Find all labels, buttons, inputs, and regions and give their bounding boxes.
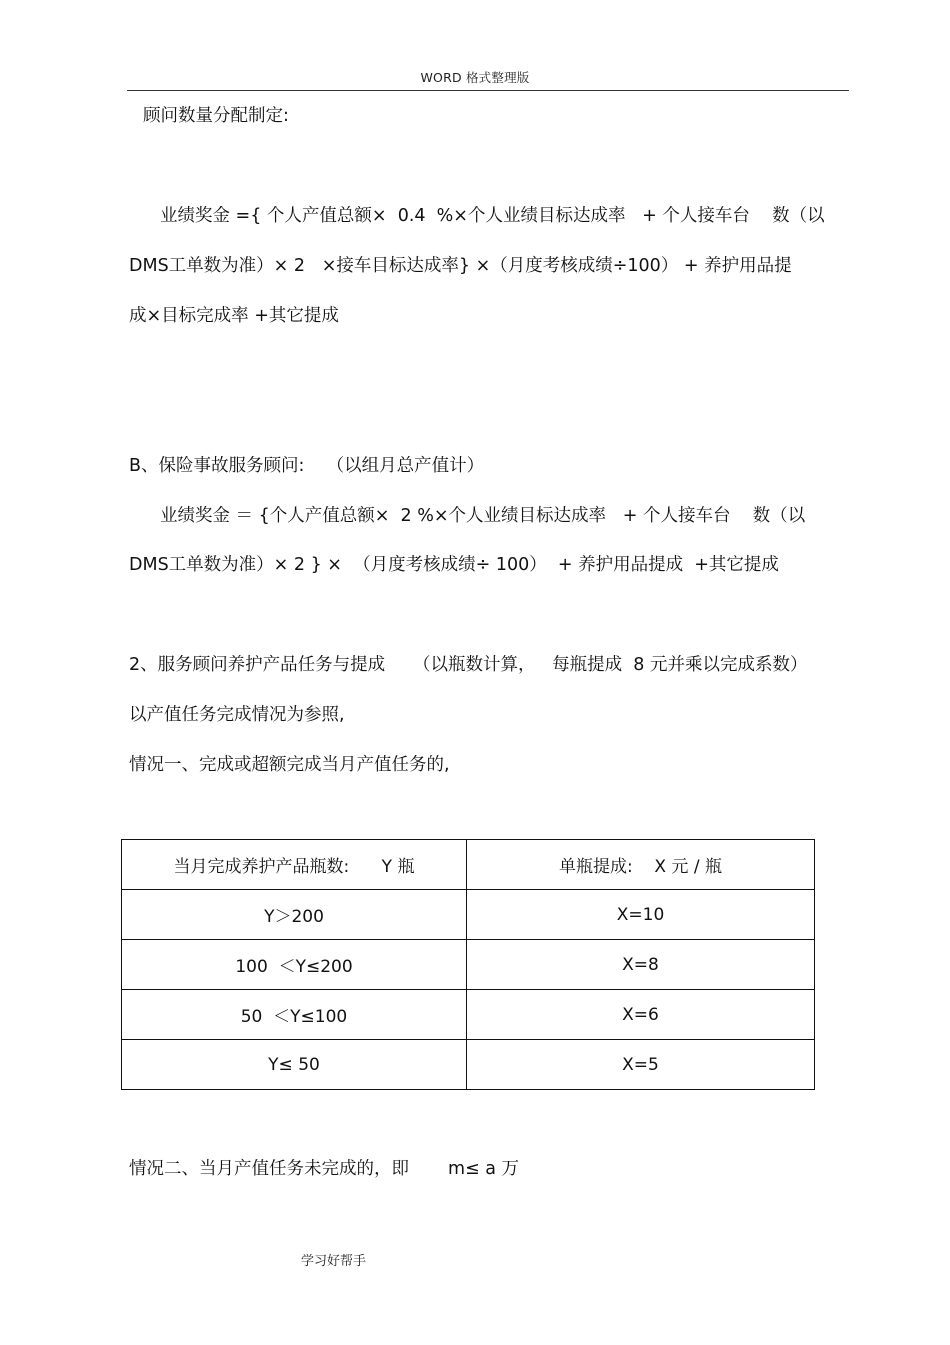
table-header-cell: 单瓶提成: X 元 / 瓶 bbox=[467, 840, 815, 890]
formula-line-2: DMS工单数为准）× 2 ×接车目标达成率} ×（月度考核成绩÷100） + 养护用品提 bbox=[129, 256, 792, 276]
case-two-title: 情况二、当月产值任务未完成的，即 m≤ a 万 bbox=[129, 1159, 519, 1179]
section-title-allocation: 顾问数量分配制定: bbox=[143, 106, 289, 126]
page-header: WORD 格式整理版 bbox=[420, 70, 530, 85]
table-cell: 100 ＜Y≤200 bbox=[122, 940, 467, 990]
table-cell: X=6 bbox=[467, 990, 815, 1040]
table-row bbox=[122, 940, 815, 990]
table-row bbox=[122, 890, 815, 940]
table-row bbox=[122, 1040, 815, 1090]
section-title-maintenance: 2、服务顾问养护产品任务与提成 （以瓶数计算， 每瓶提成 8 元并乘以完成系数） bbox=[129, 655, 808, 675]
table-cell: X=10 bbox=[467, 890, 815, 940]
page-footer: 学习好帮手 bbox=[301, 1254, 367, 1269]
table-cell: Y＞200 bbox=[122, 890, 467, 940]
header-rule bbox=[127, 90, 849, 91]
commission-table bbox=[121, 839, 815, 1090]
table-header-row bbox=[122, 840, 815, 890]
table-cell: X=8 bbox=[467, 940, 815, 990]
table-header-cell: 当月完成养护产品瓶数: Y 瓶 bbox=[122, 840, 467, 890]
section-title-insurance: B、保险事故服务顾问: （以组月总产值计） bbox=[129, 456, 485, 476]
reference-note: 以产值任务完成情况为参照, bbox=[129, 705, 345, 725]
formula-line-1: 业绩奖金 ={ 个人产值总额× 0.4 %×个人业绩目标达成率 + 个人接车台 数（以 bbox=[160, 206, 825, 226]
formula-line-3: 成×目标完成率 +其它提成 bbox=[129, 306, 339, 326]
insurance-formula-line-2: DMS工单数为准）× 2 } × （月度考核成绩÷ 100） + 养护用品提成 +其它提成 bbox=[129, 555, 779, 575]
table-cell: Y≤ 50 bbox=[122, 1040, 467, 1090]
insurance-formula-line-1: 业绩奖金 ＝ {个人产值总额× 2 %×个人业绩目标达成率 + 个人接车台 数（以 bbox=[160, 506, 806, 526]
table-cell: 50 ＜Y≤100 bbox=[122, 990, 467, 1040]
case-one-title: 情况一、完成或超额完成当月产值任务的, bbox=[129, 755, 450, 775]
table-cell: X=5 bbox=[467, 1040, 815, 1090]
table-row bbox=[122, 990, 815, 1040]
